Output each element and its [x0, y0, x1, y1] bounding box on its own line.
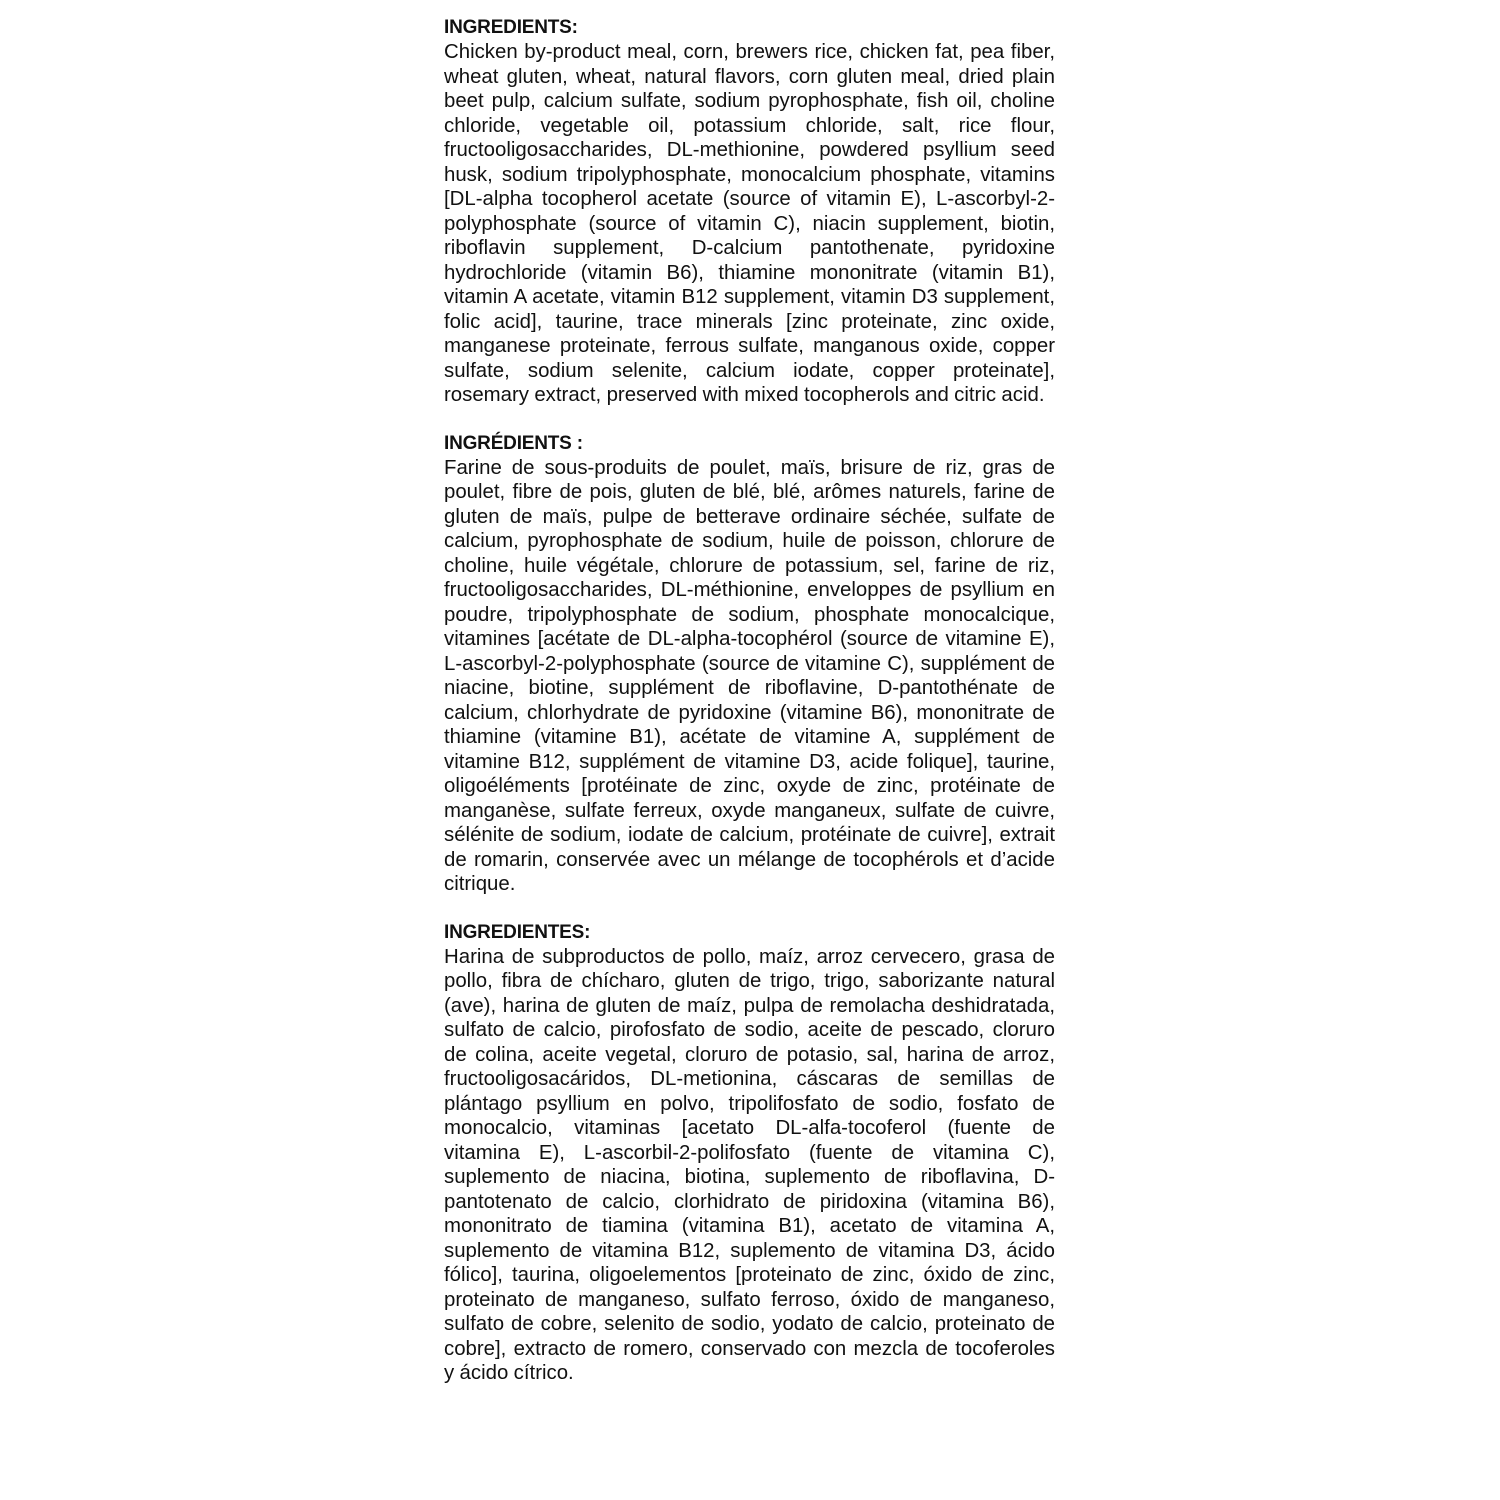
ingredients-heading-french: INGRÉDIENTS :	[444, 432, 583, 454]
ingredients-text-spanish: Harina de subproductos de pollo, maíz, arroz cervecero, grasa de pollo, fibra de chícharo, gluten de trigo, trigo, saborizante natural (ave), harina de gluten de maíz, pulpa de remolacha deshidratada, sulfato de calcio, pirofosfato de sodio, aceite de pescado, cloruro de colina, aceite vegetal, cloruro de potasio, sal, harina de arroz, fructooligosacáridos, DL-metionina, cáscaras de semillas de plántago psyllium en polvo, tripolifosfato de sodio, fosfato de monocalcio, vitaminas [acetato DL-alfa-tocoferol (fuente de vitamina E), L-ascorbil-2-polifosfato (fuente de vitamina C), suplemento de niacina, biotina, suplemento de riboflavina, D-pantotenato de calcio, clorhidrato de piridoxina (vitamina B6), mononitrato de tiamina (vitamina B1), acetato de vitamina A, suplemento de vitamina B12, suplemento de vitamina D3, ácido fólico], taurina, oligoelementos [proteinato de zinc, óxido de zinc, proteinato de manganeso, sulfato ferroso, óxido de manganeso, sulfato de cobre, selenito de sodio, yodato de calcio, proteinato de cobre], extracto de romero, conservado con mezcla de tocoferoles y ácido cítrico.	[444, 945, 1055, 1384]
ingredients-text-french: Farine de sous-produits de poulet, maïs, brisure de riz, gras de poulet, fibre de pois, gluten de blé, blé, arômes naturels, farine de gluten de maïs, pulpe de betterave ordinaire séchée, sulfate de calcium, pyrophosphate de sodium, huile de poisson, chlorure de choline, huile végétale, chlorure de potassium, sel, farine de riz, fructooligosaccharides, DL-méthionine, enveloppes de psyllium en poudre, tripolyphosphate de sodium, phosphate monocalcique, vitamines [acétate de DL-alpha-tocophérol (source de vitamine E), L-ascorbyl-2-polyphosphate (source de vitamine C), supplément de niacine, biotine, supplément de riboflavine, D-pantothénate de calcium, chlorhydrate de pyridoxine (vitamine B6), mononitrate de thiamine (vitamine B1), acétate de vitamine A, supplément de vitamine B12, supplément de vitamine D3, acide folique], taurine, oligoéléments [protéinate de zinc, oxyde de zinc, protéinate de manganèse, sulfate ferreux, oxyde manganeux, sulfate de cuivre, sélénite de sodium, iodate de calcium, protéinate de cuivre], extrait de romarin, conservée avec un mélange de tocophérols et d’acide citrique.	[444, 456, 1055, 895]
ingredients-text-english: Chicken by-product meal, corn, brewers rice, chicken fat, pea fiber, wheat gluten, wheat, natural flavors, corn gluten meal, dried plain beet pulp, calcium sulfate, sodium pyrophosphate, fish oil, choline chloride, vegetable oil, potassium chloride, salt, rice flour, fructooligosaccharides, DL-methionine, powdered psyllium seed husk, sodium tripolyphosphate, monocalcium phosphate, vitamins [DL-alpha tocopherol acetate (source of vitamin E), L-ascorbyl-2-polyphosphate (source of vitamin C), niacin supplement, biotin, riboflavin supplement, D-calcium pantothenate, pyridoxine hydrochloride (vitamin B6), thiamine mononitrate (vitamin B1), vitamin A acetate, vitamin B12 supplement, vitamin D3 supplement, folic acid], taurine, trace minerals [zinc proteinate, zinc oxide, manganese proteinate, ferrous sulfate, manganous oxide, copper sulfate, sodium selenite, calcium iodate, copper proteinate], rosemary extract, preserved with mixed tocopherols and citric acid.	[444, 41, 1055, 406]
ingredients-section-french	[444, 432, 1055, 897]
ingredients-section-spanish	[444, 921, 1055, 1386]
ingredients-heading-english: INGREDIENTS:	[444, 17, 578, 38]
ingredients-heading-spanish: INGREDIENTES:	[444, 921, 591, 943]
ingredients-label-panel	[444, 16, 1055, 1386]
ingredients-section-english	[444, 16, 1055, 408]
